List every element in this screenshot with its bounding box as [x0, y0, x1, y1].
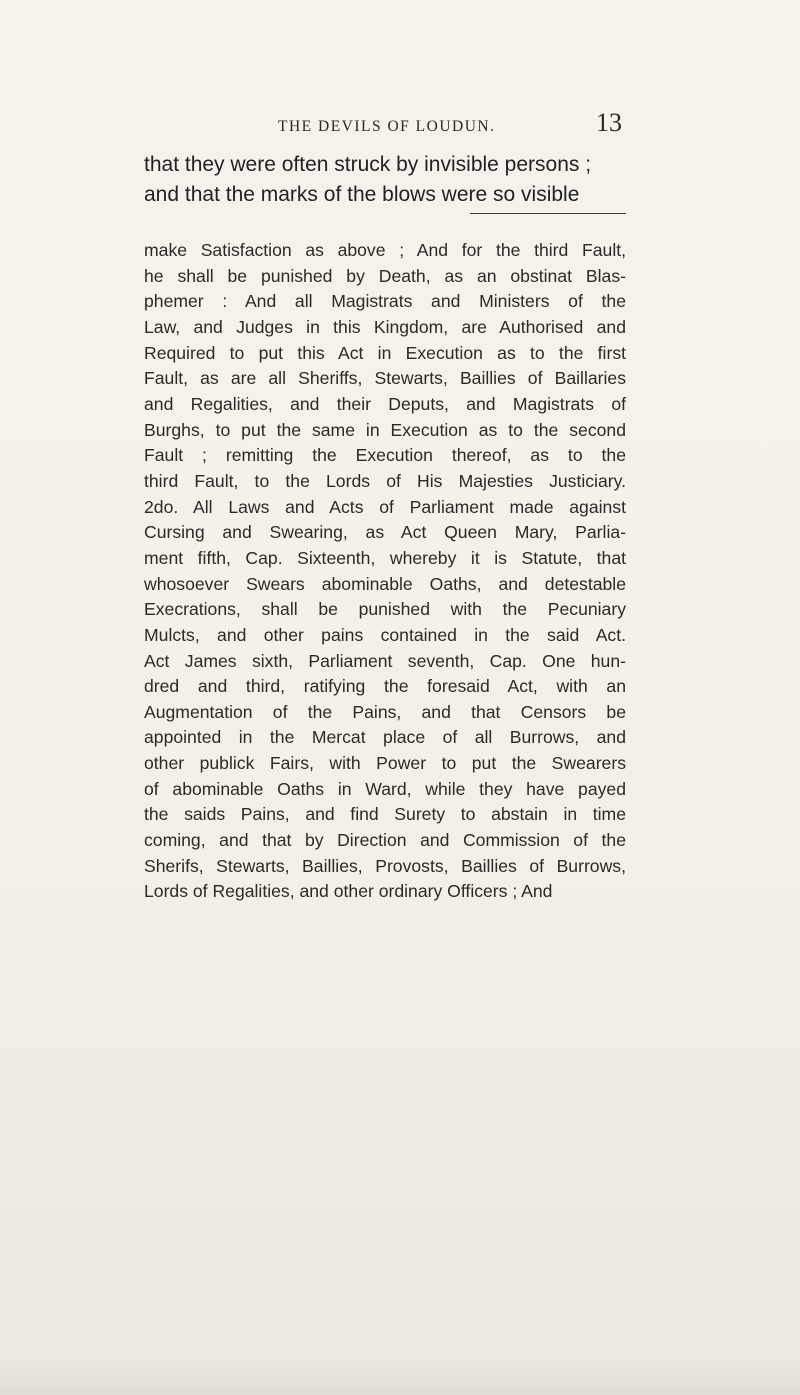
- text-line: dred and third, ratifying the foresaid Act, with an: [144, 676, 626, 697]
- text-line: ment fifth, Cap. Sixteenth, whereby it is Statute, that: [144, 547, 626, 568]
- text-line: Mulcts, and other pains contained in the said Act.: [144, 624, 626, 645]
- text-line: Sherifs, Stewarts, Baillies, Provosts, Baillies of Burrows,: [144, 855, 626, 876]
- text-line: Fault, as are all Sheriffs, Stewarts, Baillies of Baillaries: [144, 368, 626, 389]
- running-head: [278, 110, 622, 142]
- text-line: Cursing and Swearing, as Act Queen Mary, Parlia-: [144, 522, 626, 543]
- page-number: 13: [596, 108, 622, 137]
- text-line: Law, and Judges in this Kingdom, are Authorised and: [144, 316, 626, 337]
- body-text-block: [144, 238, 626, 905]
- text-line: Augmentation of the Pains, and that Censors be: [144, 701, 626, 722]
- lead-text-block: [144, 150, 624, 210]
- text-line: and Regalities, and their Deputs, and Magistrats of: [144, 393, 626, 414]
- text-line: 2do. All Laws and Acts of Parliament made against: [144, 496, 626, 517]
- running-head-title: THE DEVILS OF LOUDUN.: [278, 118, 496, 135]
- text-line: of abominable Oaths in Ward, while they have payed: [144, 778, 626, 799]
- text-line: and that the marks of the blows were so visible: [144, 183, 580, 206]
- text-line: third Fault, to the Lords of His Majesties Justiciary.: [144, 470, 626, 491]
- text-line: make Satisfaction as above ; And for the third Fault,: [144, 240, 626, 260]
- page-edge-shadow: [0, 1355, 800, 1395]
- text-line: the saids Pains, and find Surety to abstain in time: [144, 804, 626, 825]
- text-line: Fault ; remitting the Execution thereof, as to the: [144, 445, 626, 466]
- text-line: Act James sixth, Parliament seventh, Cap. One hun-: [144, 650, 626, 671]
- text-line: he shall be punished by Death, as an obstinat Blas-: [144, 265, 626, 286]
- text-line: phemer : And all Magistrats and Ministers of the: [144, 291, 626, 312]
- text-line: whosoever Swears abominable Oaths, and detestable: [144, 573, 626, 594]
- section-divider: [470, 213, 626, 214]
- text-line: Required to put this Act in Execution as to the first: [144, 342, 626, 363]
- text-line: other publick Fairs, with Power to put the Swearers: [144, 753, 626, 774]
- text-line: coming, and that by Direction and Commission of the: [144, 830, 626, 851]
- text-line: appointed in the Mercat place of all Burrows, and: [144, 727, 626, 748]
- text-line: Execrations, shall be punished with the Pecuniary: [144, 599, 626, 620]
- text-line: Burghs, to put the same in Execution as to the second: [144, 419, 626, 440]
- text-line: that they were often struck by invisible persons ;: [144, 153, 592, 176]
- text-line: Lords of Regalities, and other ordinary Officers ; And: [144, 881, 553, 902]
